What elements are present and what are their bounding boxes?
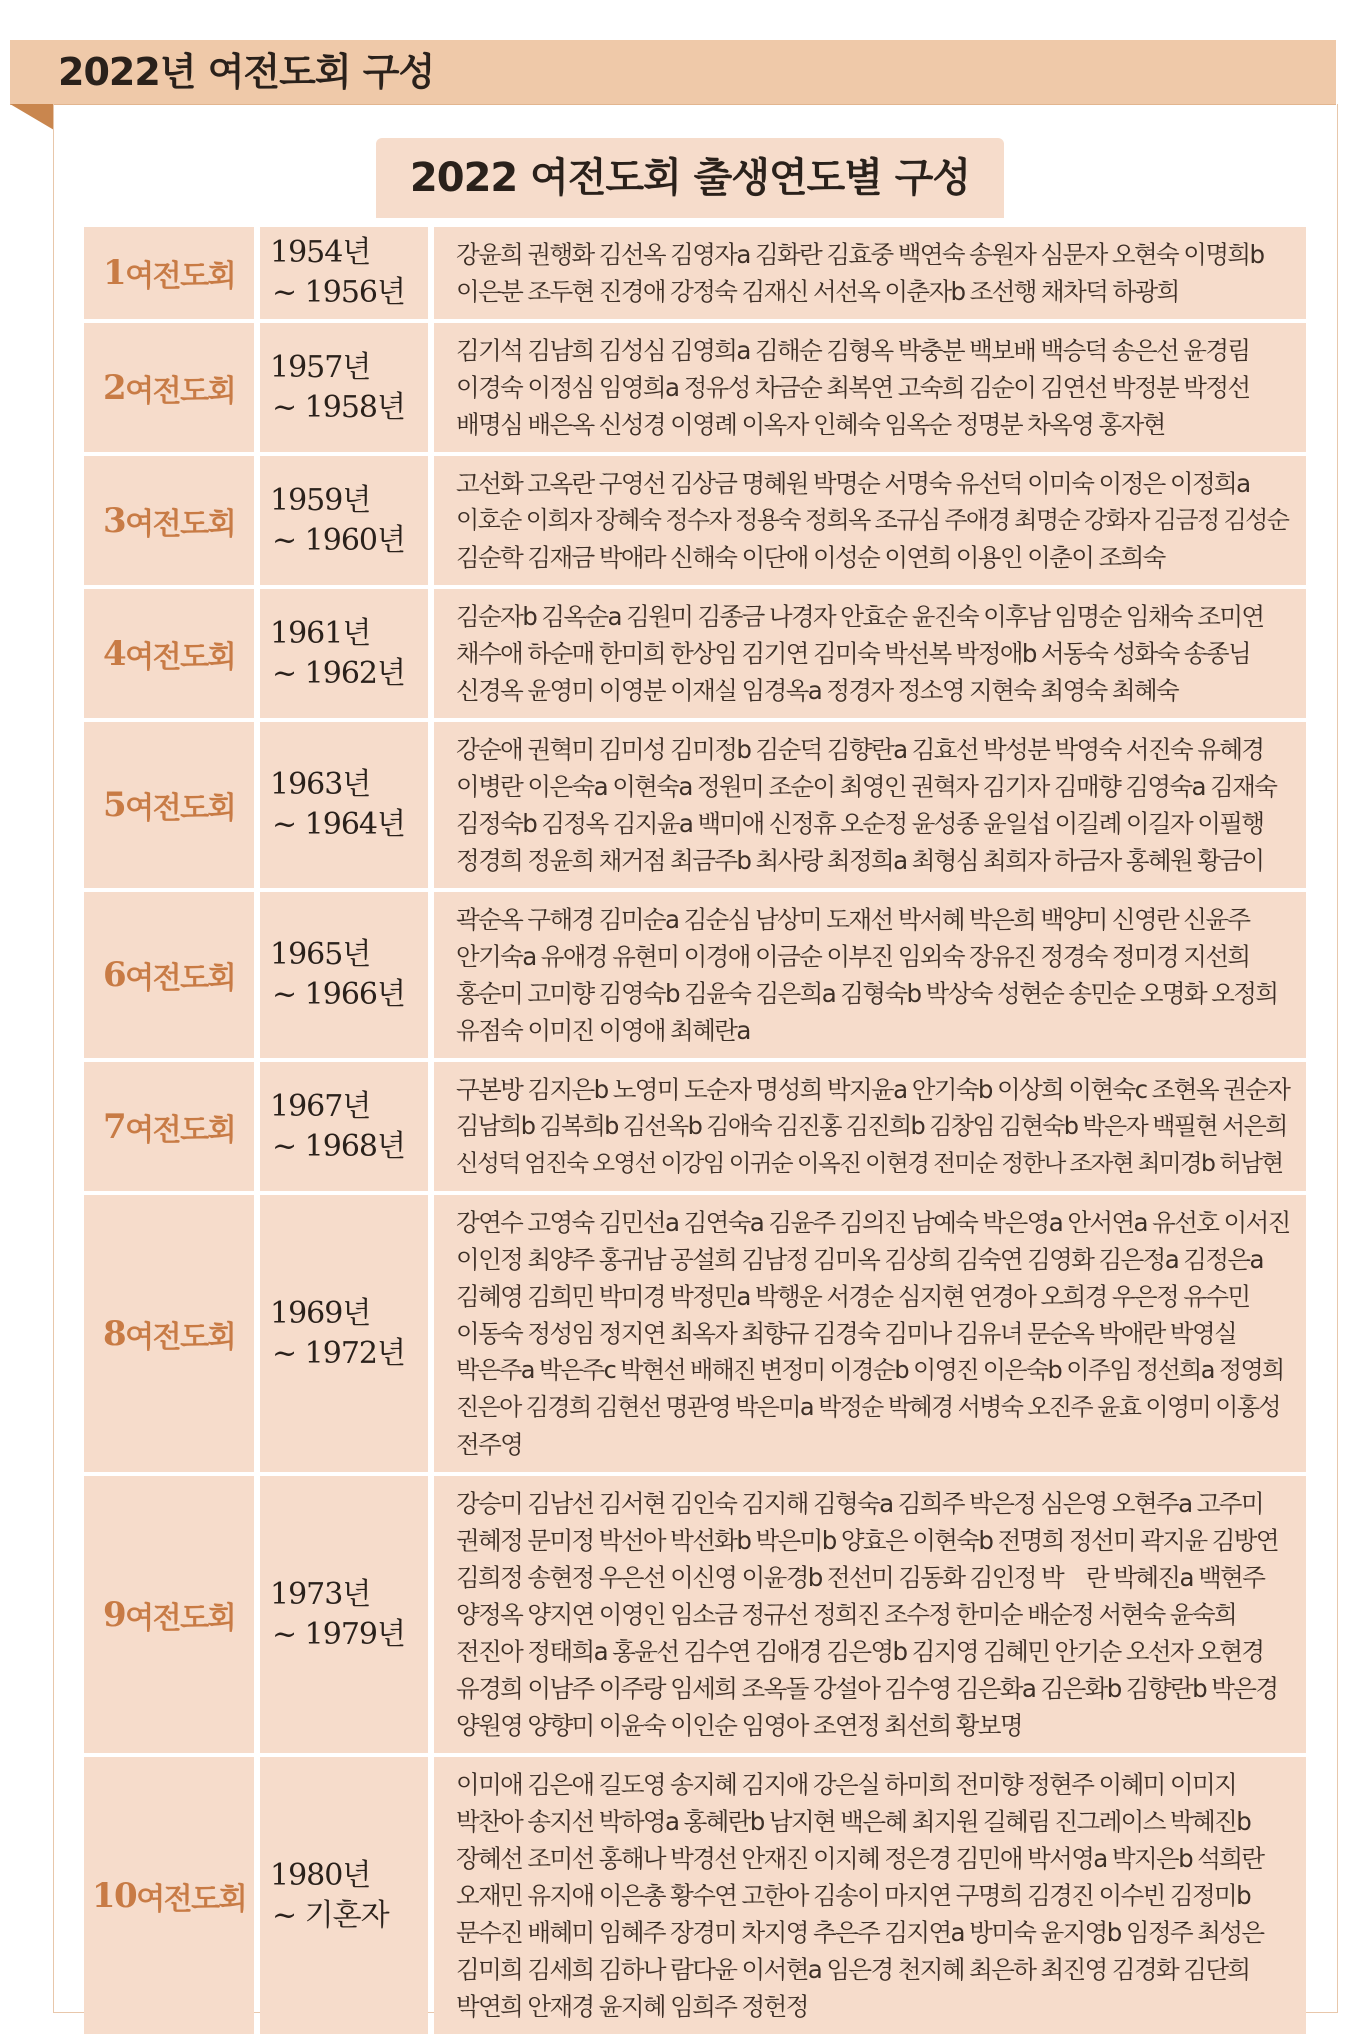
- birth-year-range: [260, 1476, 428, 1753]
- groups-table: [84, 227, 1306, 2038]
- group-suffix: 여전도회: [125, 259, 236, 294]
- member-names: [434, 1062, 1306, 1191]
- member-names-line: 강승미 김남선 김서현 김인숙 김지해 김형숙a 김희주 박은정 심은영 오현주a 고주미: [456, 1489, 1263, 1518]
- group-row: [84, 1476, 1306, 1757]
- member-names-line: 김순학 김재금 박애라 신해숙 이단애 이성순 이연희 이용인 이춘이 조희숙: [456, 543, 1165, 572]
- birth-year-range: [260, 323, 428, 452]
- year-to: ~ 1972년: [272, 1335, 406, 1371]
- birth-year-range: [260, 1195, 428, 1472]
- year-to: ~ 1964년: [272, 807, 406, 842]
- birth-year-range: [260, 722, 428, 888]
- member-names-line: 이호순 이희자 장혜숙 정수자 정용숙 정희옥 조규심 주애경 최명순 강화자 김금정 김성순: [456, 506, 1289, 534]
- year-to: ~ 1962년: [272, 655, 406, 691]
- member-names-line: 강연수 고영숙 김민선a 김연숙a 김윤주 김의진 남예숙 박은영a 안서연a 유선호 이서진: [456, 1208, 1290, 1237]
- member-names-line: 홍순미 고미향 김영숙b 김윤숙 김은희a 김형숙b 박상숙 성현순 송민순 오명화 오정희: [456, 979, 1278, 1008]
- member-names-line: 김혜영 김희민 박미경 박정민a 박행운 서경순 심지현 연경아 오희경 우은정 유수민: [456, 1282, 1250, 1311]
- member-names-line: 배명심 배은옥 신성경 이영례 이옥자 인혜숙 임옥순 정명분 차옥영 홍자현: [456, 410, 1165, 439]
- group-number: 4: [102, 633, 126, 674]
- group-label: [84, 456, 254, 585]
- member-names: [434, 1476, 1306, 1753]
- group-row: [84, 323, 1306, 456]
- year-from: 1965년: [270, 937, 371, 972]
- member-names: [434, 722, 1306, 888]
- group-suffix: 여전도회: [125, 639, 236, 675]
- group-suffix: 여전도회: [125, 1600, 236, 1636]
- group-row: [84, 1062, 1306, 1195]
- member-names-line: 강순애 권혁미 김미성 김미정b 김순덕 김향란a 김효선 박성분 박영숙 서진숙 유혜경: [456, 735, 1264, 764]
- member-names: [434, 323, 1306, 452]
- member-names-line: 신성덕 엄진숙 오영선 이강임 이귀순 이옥진 이현경 전미순 정한나 조자현 최미경b 허남현: [456, 1149, 1283, 1177]
- year-from: 1969년: [270, 1295, 371, 1331]
- member-names-line: 이병란 이은숙a 이현숙a 정원미 조순이 최영인 권혁자 김기자 김매향 김영숙a 김재숙: [456, 772, 1277, 801]
- year-from: 1963년: [270, 767, 371, 802]
- group-label: [84, 1476, 254, 1753]
- group-row: [84, 1757, 1306, 2038]
- member-names-line: 이인정 최양주 홍귀남 공설희 김남정 김미옥 김상희 김숙연 김영화 김은정a 김정은a: [456, 1245, 1263, 1274]
- member-names: [434, 1195, 1306, 1472]
- group-label: [84, 227, 254, 319]
- year-to: ~ 1960년: [272, 522, 406, 558]
- year-from: 1961년: [270, 615, 371, 651]
- group-suffix: 여전도회: [125, 791, 236, 826]
- group-number: 9: [102, 1594, 126, 1635]
- year-to: ~ 기혼자: [272, 1897, 389, 1933]
- group-row: [84, 227, 1306, 323]
- member-names-line: 박은주a 박은주c 박현선 배해진 변정미 이경순b 이영진 이은숙b 이주임 정선희a 정영희: [456, 1356, 1284, 1384]
- member-names: [434, 456, 1306, 585]
- member-names: [434, 1757, 1306, 2034]
- member-names-line: 김기석 김남희 김성심 김영희a 김해순 김형옥 박충분 백보배 백승덕 송은선 윤경림: [456, 336, 1250, 365]
- member-names-line: 이동숙 정성임 정지연 최옥자 최향규 김경숙 김미나 김유녀 문순옥 박애란 박영실: [456, 1319, 1237, 1348]
- year-to: ~ 1958년: [272, 389, 406, 425]
- member-names-line: 진은아 김경희 김현선 명관영 박은미a 박정순 박혜경 서병숙 오진주 윤효 이영미 이홍성: [456, 1393, 1280, 1421]
- member-names-line: 구본방 김지은b 노영미 도순자 명성희 박지윤a 안기숙b 이상희 이현숙c 조현옥 권순자: [456, 1075, 1290, 1104]
- group-suffix: 여전도회: [136, 1881, 247, 1917]
- group-number: 2: [102, 367, 126, 408]
- member-names-line: 이경숙 이정심 임영희a 정유성 차금순 최복연 고숙희 김순이 김연선 박정분 박정선: [456, 373, 1250, 402]
- member-names-line: 양원영 양향미 이윤숙 이인순 임영아 조연정 최선희 황보명: [456, 1711, 1022, 1740]
- group-label: [84, 1757, 254, 2034]
- member-names-line: 장혜선 조미선 홍해나 박경선 안재진 이지혜 정은경 김민애 박서영a 박지은b 석희란: [456, 1844, 1264, 1873]
- year-to: ~ 1956년: [272, 275, 406, 310]
- member-names-line: 전진아 정태희a 홍윤선 김수연 김애경 김은영b 김지영 김혜민 안기순 오선자 오현경: [456, 1637, 1264, 1666]
- birth-year-range: [260, 1062, 428, 1191]
- member-names-line: 유점숙 이미진 이영애 최혜란a: [456, 1016, 750, 1045]
- year-from: 1954년: [270, 235, 371, 270]
- group-row: [84, 1195, 1306, 1476]
- group-row: [84, 589, 1306, 722]
- group-label: [84, 1062, 254, 1191]
- group-number: 1: [102, 253, 126, 293]
- group-suffix: 여전도회: [125, 1319, 236, 1355]
- member-names: [434, 227, 1306, 319]
- member-names-line: 이미애 김은애 길도영 송지혜 김지애 강은실 하미희 전미향 정현주 이혜미 이미지: [456, 1770, 1237, 1799]
- year-to: ~ 1968년: [272, 1128, 406, 1164]
- year-from: 1973년: [270, 1576, 371, 1612]
- member-names-line: 고선화 고옥란 구영선 김상금 명혜원 박명순 서명숙 유선덕 이미숙 이정은 이정희a: [456, 469, 1250, 498]
- year-to: ~ 1966년: [272, 977, 406, 1012]
- group-number: 8: [102, 1313, 126, 1354]
- member-names-line: 권혜정 문미정 박선아 박선화b 박은미b 양효은 이현숙b 전명희 정선미 곽지윤 김방연: [456, 1526, 1278, 1555]
- member-names-line: 양정옥 양지연 이영인 임소금 정규선 정희진 조수정 한미순 배순정 서현숙 윤숙희: [456, 1600, 1237, 1629]
- group-number: 6: [102, 955, 126, 995]
- birth-year-range: [260, 892, 428, 1058]
- group-number: 3: [102, 500, 126, 541]
- group-label: [84, 722, 254, 888]
- member-names-line: 문수진 배혜미 임혜주 장경미 차지영 추은주 김지연a 방미숙 윤지영b 임정주 최성은: [456, 1918, 1264, 1947]
- member-names-line: 김정숙b 김정옥 김지윤a 백미애 신정휴 오순정 윤성종 윤일섭 이길례 이길자 이필행: [456, 809, 1264, 838]
- year-from: 1980년: [270, 1857, 371, 1893]
- birth-year-range: [260, 456, 428, 585]
- member-names-line: 김미희 김세희 김하나 람다윤 이서현a 임은경 천지혜 최은하 최진영 김경화 김단희: [456, 1955, 1250, 1984]
- member-names-line: 이은분 조두현 진경애 강정숙 김재신 서선옥 이춘자b 조선행 채차덕 하광희: [456, 277, 1179, 306]
- member-names-line: 정경희 정윤희 채거점 최금주b 최사랑 최정희a 최형심 최희자 하금자 홍혜원 황금이: [456, 846, 1264, 875]
- year-from: 1967년: [270, 1088, 371, 1124]
- group-row: [84, 892, 1306, 1062]
- page-title: 2022년 여전도회 구성: [58, 50, 435, 94]
- member-names-line: 김순자b 김옥순a 김원미 김종금 나경자 안효순 윤진숙 이후남 임명순 임채숙 조미연: [456, 602, 1264, 631]
- member-names-line: 김남희b 김복희b 김선옥b 김애숙 김진홍 김진희b 김창임 김현숙b 박은자 백필현 서은희: [456, 1112, 1287, 1140]
- birth-year-range: [260, 589, 428, 718]
- member-names-line: 전주영: [456, 1430, 523, 1459]
- group-row: [84, 722, 1306, 892]
- group-suffix: 여전도회: [125, 373, 236, 409]
- member-names: [434, 589, 1306, 718]
- group-number: 7: [102, 1106, 126, 1147]
- member-names-line: 김희정 송현정 우은선 이신영 이윤경b 전선미 김동화 김인정 박 란 박혜진a 백현주: [456, 1563, 1265, 1592]
- member-names-line: 신경옥 윤영미 이영분 이재실 임경옥a 정경자 정소영 지현숙 최영숙 최혜숙: [456, 676, 1179, 705]
- member-names-line: 곽순옥 구해경 김미순a 김순심 남상미 도재선 박서혜 박은희 백양미 신영란 신윤주: [456, 905, 1250, 934]
- group-number: 10: [91, 1875, 137, 1916]
- group-suffix: 여전도회: [125, 506, 236, 542]
- year-to: ~ 1979년: [272, 1616, 406, 1652]
- group-label: [84, 323, 254, 452]
- group-number: 5: [102, 785, 126, 825]
- birth-year-range: [260, 1757, 428, 2034]
- group-suffix: 여전도회: [125, 961, 236, 996]
- birth-year-range: [260, 227, 428, 319]
- table-title: 2022 여전도회 출생연도별 구성: [376, 138, 1004, 218]
- member-names: [434, 892, 1306, 1058]
- member-names-line: 오재민 유지애 이은총 황수연 고한아 김송이 마지연 구명희 김경진 이수빈 김정미b: [456, 1881, 1251, 1910]
- group-suffix: 여전도회: [125, 1112, 236, 1148]
- member-names-line: 박찬아 송지선 박하영a 홍혜란b 남지현 백은혜 최지원 길혜림 진그레이스 박혜진b: [456, 1807, 1251, 1836]
- member-names-line: 유경희 이남주 이주랑 임세희 조옥돌 강설아 김수영 김은화a 김은화b 김향란b 박은경: [456, 1674, 1278, 1703]
- member-names-line: 채수애 하순매 한미희 한상임 김기연 김미숙 박선복 박정애b 서동숙 성화숙 송종님: [456, 639, 1251, 668]
- year-from: 1959년: [270, 482, 371, 518]
- group-row: [84, 456, 1306, 589]
- group-label: [84, 1195, 254, 1472]
- group-label: [84, 892, 254, 1058]
- member-names-line: 강윤희 권행화 김선옥 김영자a 김화란 김효중 백연숙 송원자 심문자 오현숙 이명희b: [456, 240, 1264, 269]
- year-from: 1957년: [270, 349, 371, 385]
- group-label: [84, 589, 254, 718]
- member-names-line: 안기숙a 유애경 유현미 이경애 이금순 이부진 임외숙 장유진 정경숙 정미경 지선희: [456, 942, 1250, 971]
- header-fold-decoration: [10, 104, 54, 130]
- member-names-line: 박연희 안재경 윤지혜 임희주 정헌정: [456, 1992, 808, 2021]
